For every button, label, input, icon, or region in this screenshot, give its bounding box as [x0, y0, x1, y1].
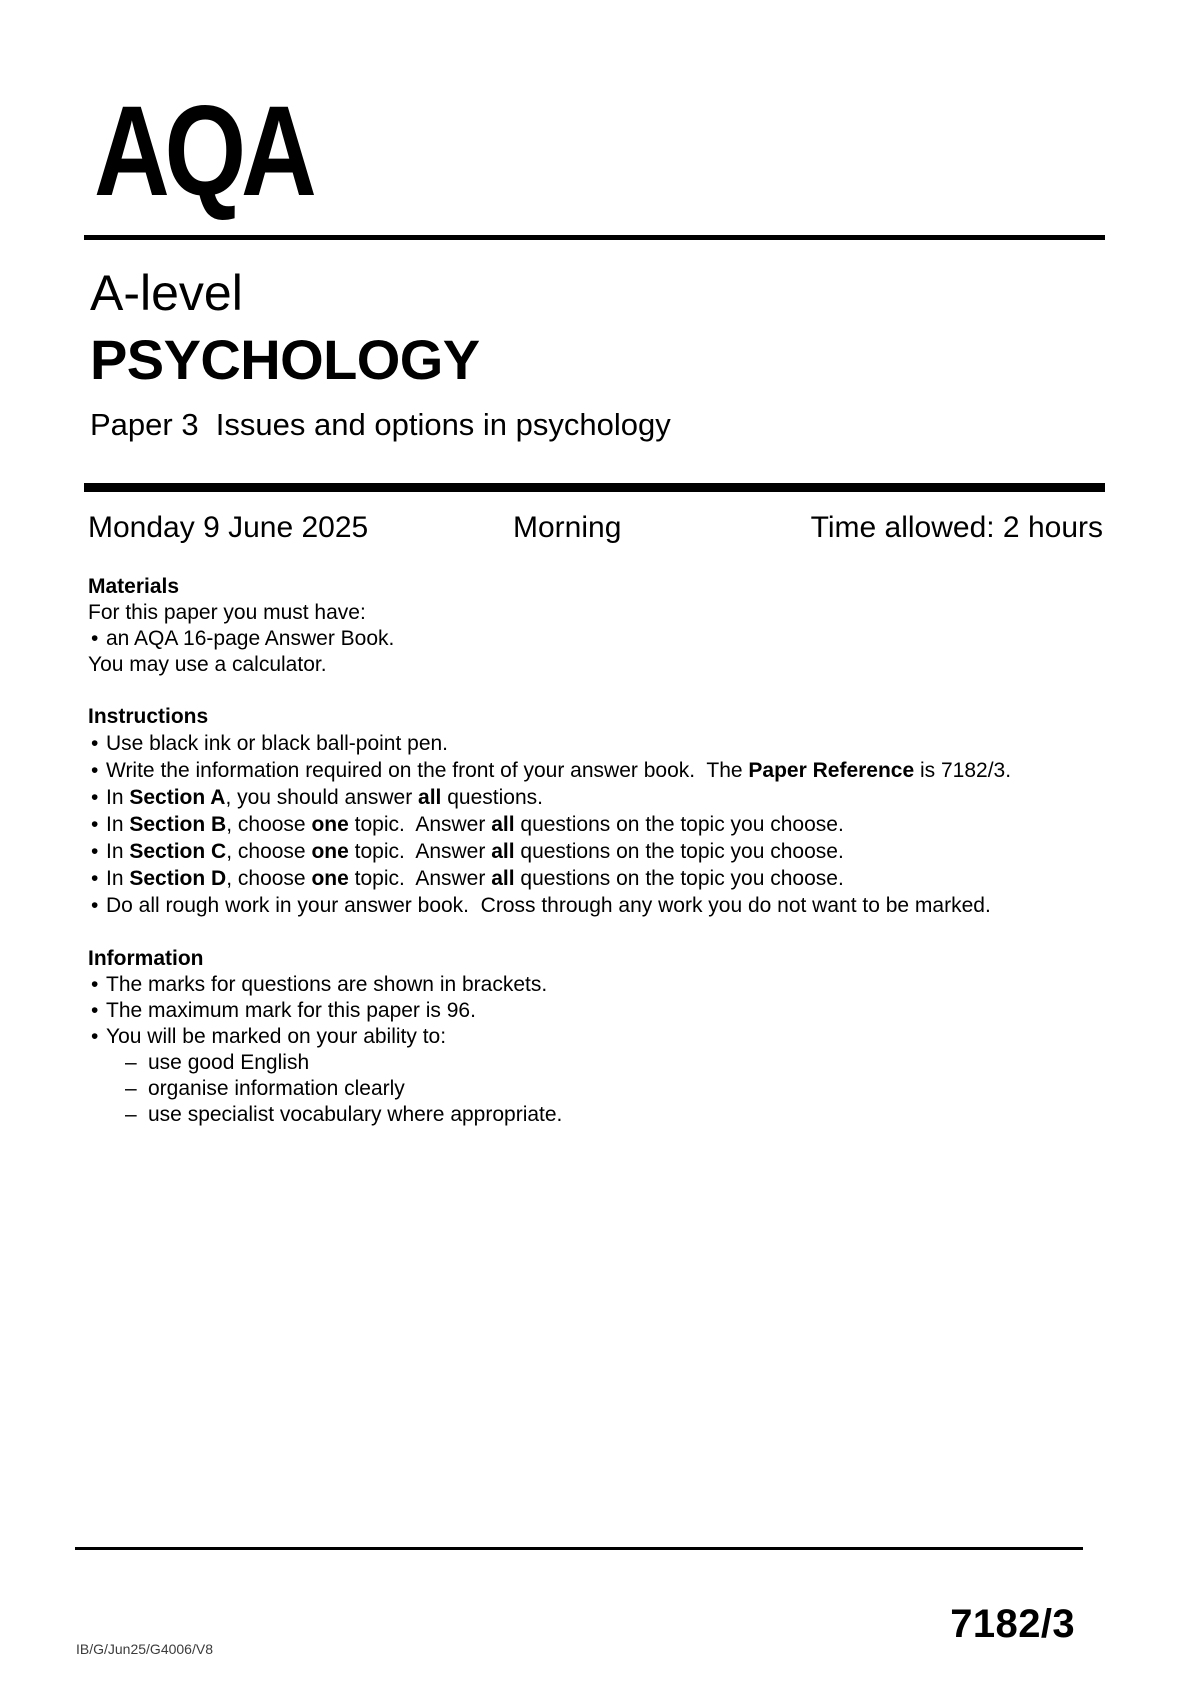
bullet-icon: •	[91, 973, 99, 996]
bullet-icon: •	[91, 1025, 99, 1048]
marking-criterion	[125, 1102, 1103, 1128]
materials-note: You may use a calculator.	[88, 653, 327, 676]
bullet-icon: •	[91, 627, 99, 650]
instruction-item	[88, 757, 1103, 784]
instruction-item-text: In Section B, choose one topic. Answer all questions on the topic you choose.	[106, 813, 844, 836]
materials-item-text: an AQA 16-page Answer Book.	[106, 627, 395, 650]
materials-item	[88, 626, 1103, 652]
materials-intro: For this paper you must have:	[88, 601, 366, 624]
bullet-icon: •	[91, 894, 99, 917]
qualification-title: A-level	[90, 265, 243, 321]
time-allowed: Time allowed: 2 hours	[810, 511, 1103, 544]
marking-criterion	[125, 1076, 1103, 1102]
aqa-logo: AQA	[94, 80, 312, 223]
information-item	[88, 998, 1103, 1024]
dash-icon: –	[125, 1051, 137, 1074]
information-heading: Information	[88, 947, 204, 970]
instruction-item	[88, 865, 1103, 892]
bullet-icon: •	[91, 732, 99, 755]
instruction-item	[88, 784, 1103, 811]
materials-heading: Materials	[88, 575, 180, 598]
information-item	[88, 972, 1103, 998]
marking-criterion-text: use good English	[148, 1051, 310, 1074]
instructions-heading: Instructions	[88, 705, 209, 728]
information-item-text: The maximum mark for this paper is 96.	[106, 999, 476, 1022]
footer-divider-rule	[75, 1547, 1083, 1550]
instruction-item-text: Do all rough work in your answer book. Cross through any work you do not want to be marked.	[106, 894, 991, 917]
dash-icon: –	[125, 1103, 137, 1126]
instruction-item-text: Use black ink or black ball-point pen.	[106, 732, 449, 755]
bullet-icon: •	[91, 867, 99, 890]
bullet-icon: •	[91, 759, 99, 782]
instruction-item-text: In Section C, choose one topic. Answer all questions on the topic you choose.	[106, 840, 844, 863]
bullet-icon: •	[91, 813, 99, 836]
instruction-item	[88, 838, 1103, 865]
information-section	[88, 946, 1103, 1128]
instruction-item-text: In Section A, you should answer all questions.	[106, 786, 543, 809]
information-item-text: You will be marked on your ability to:	[106, 1025, 447, 1048]
instructions-section	[88, 703, 1103, 919]
exam-session-row	[0, 510, 1191, 550]
instruction-item	[88, 892, 1103, 919]
title-divider-bar	[84, 483, 1105, 492]
information-item	[88, 1024, 1103, 1050]
instruction-item-text: Write the information required on the front of your answer book. The Paper Reference is 7182/3.	[106, 759, 1012, 782]
instruction-item	[88, 730, 1103, 757]
information-item-text: The marks for questions are shown in brackets.	[106, 973, 548, 996]
exam-date: Monday 9 June 2025	[88, 511, 369, 544]
document-code: IB/G/Jun25/G4006/V8	[76, 1641, 213, 1657]
marking-criterion	[125, 1050, 1103, 1076]
instruction-item	[88, 811, 1103, 838]
subject-title: PSYCHOLOGY	[90, 328, 480, 391]
materials-section	[88, 574, 1103, 678]
bullet-icon: •	[91, 999, 99, 1022]
logo-divider-rule	[84, 235, 1105, 240]
bullet-icon: •	[91, 786, 99, 809]
marking-criterion-text: use specialist vocabulary where appropriate.	[148, 1103, 563, 1126]
exam-session: Morning	[513, 511, 622, 544]
instruction-item-text: In Section D, choose one topic. Answer all questions on the topic you choose.	[106, 867, 844, 890]
paper-subtitle: Paper 3 Issues and options in psychology	[90, 407, 671, 442]
bullet-icon: •	[91, 840, 99, 863]
dash-icon: –	[125, 1077, 137, 1100]
paper-reference: 7182/3	[950, 1602, 1075, 1646]
marking-criterion-text: organise information clearly	[148, 1077, 405, 1100]
